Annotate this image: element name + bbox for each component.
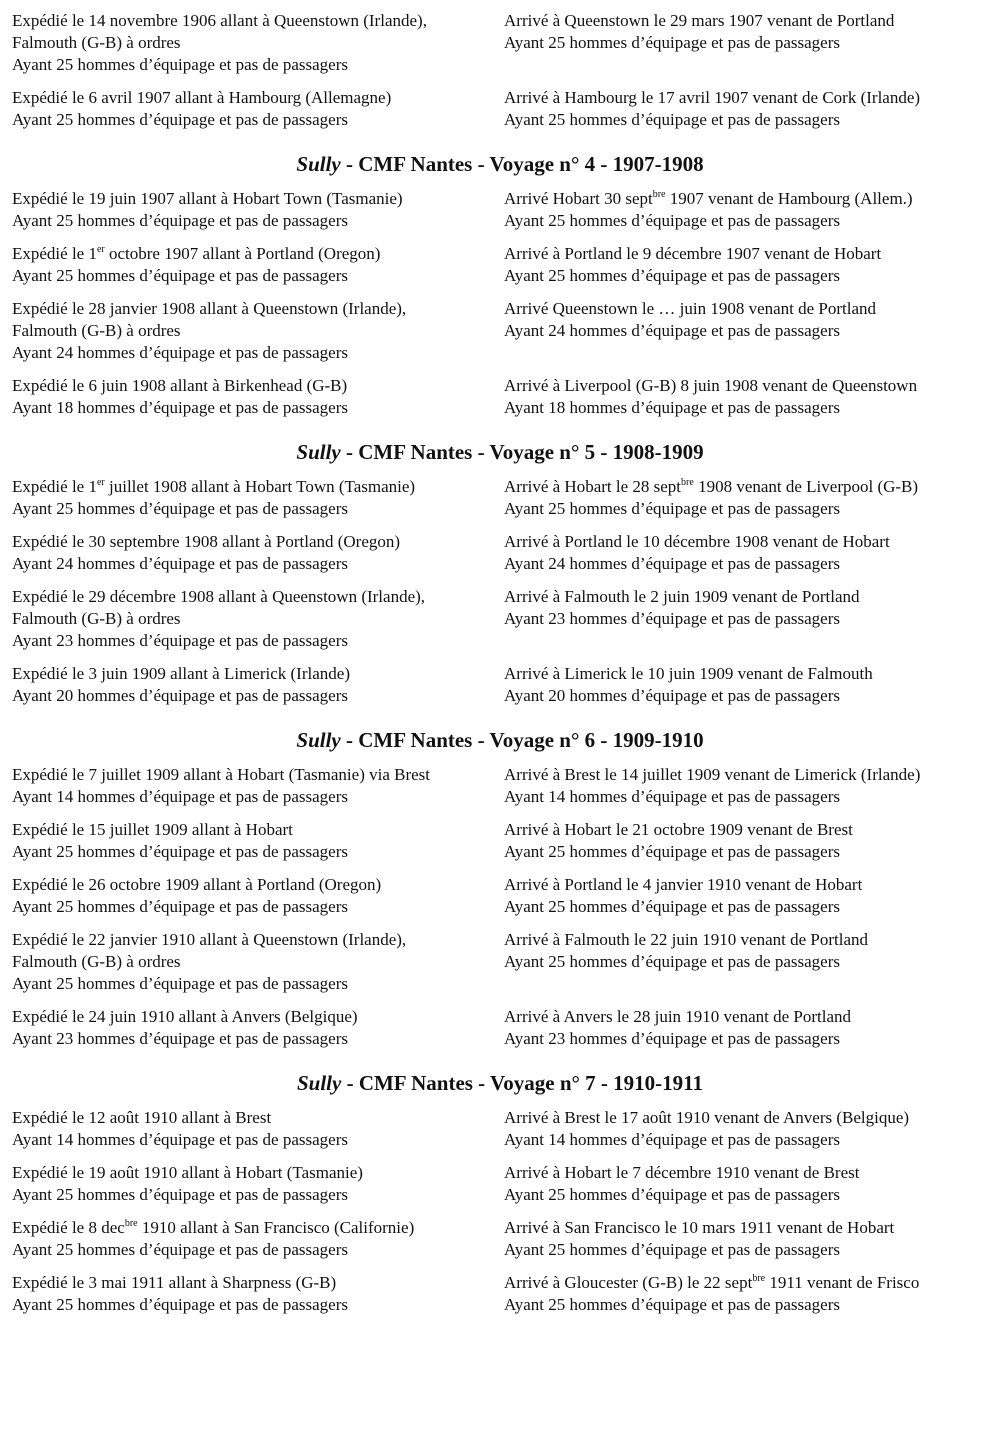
voyage-leg (12, 663, 992, 707)
departure-line: Expédié le 22 janvier 1910 allant à Queenstown (Irlande), (12, 930, 407, 949)
superscript-abbreviation: er (96, 477, 105, 488)
arrival-line: Ayant 24 hommes d’équipage et pas de passagers (504, 321, 840, 340)
departure-line: Ayant 24 hommes d’équipage et pas de passagers (12, 554, 348, 573)
departure-line: Expédié le 6 avril 1907 allant à Hambourg (Allemagne) (12, 88, 392, 107)
voyage-leg (12, 531, 992, 575)
departure-line: Ayant 25 hommes d’équipage et pas de passagers (12, 499, 348, 518)
departure-line: Ayant 24 hommes d’équipage et pas de passagers (12, 343, 348, 362)
departure-line: Expédié le 24 juin 1910 allant à Anvers (Belgique) (12, 1007, 358, 1026)
arrival-line: Ayant 18 hommes d’équipage et pas de passagers (504, 398, 840, 417)
departure-column (12, 1162, 504, 1206)
voyage-leg (12, 476, 992, 520)
arrival-column (504, 476, 992, 520)
arrival-line: Arrivé à Portland le 9 décembre 1907 venant de Hobart (504, 244, 882, 263)
departure-line: Ayant 25 hommes d’équipage et pas de passagers (12, 1240, 348, 1259)
voyage-title: - CMF Nantes - Voyage n° 4 - 1907-1908 (340, 152, 704, 176)
voyage-leg (12, 1272, 992, 1316)
departure-line: Expédié le 26 octobre 1909 allant à Portland (Oregon) (12, 875, 382, 894)
ship-name: Sully (296, 1071, 342, 1095)
arrival-line: Arrivé à Hobart le 21 octobre 1909 venant de Brest (504, 820, 853, 839)
arrival-line: Arrivé à Limerick le 10 juin 1909 venant de Falmouth (504, 664, 873, 683)
departure-line: Ayant 14 hommes d’équipage et pas de passagers (12, 1130, 348, 1149)
arrival-line: Ayant 14 hommes d’équipage et pas de passagers (504, 787, 840, 806)
departure-column (12, 663, 504, 707)
departure-column (12, 1217, 504, 1261)
arrival-line: Arrivé à Hambourg le 17 avril 1907 venant de Cork (Irlande) (504, 88, 921, 107)
departure-column (12, 375, 504, 419)
arrival-line: Ayant 25 hommes d’équipage et pas de passagers (504, 842, 840, 861)
departure-column (12, 1006, 504, 1050)
superscript-abbreviation: bre (752, 1273, 766, 1284)
arrival-column (504, 87, 992, 131)
arrival-column (504, 10, 992, 76)
departure-line: Expédié le 19 juin 1907 allant à Hobart Town (Tasmanie) (12, 189, 403, 208)
departure-line: Ayant 25 hommes d’équipage et pas de passagers (12, 974, 348, 993)
arrival-line: Arrivé à Anvers le 28 juin 1910 venant de Portland (504, 1007, 852, 1026)
departure-line: Ayant 25 hommes d’équipage et pas de passagers (12, 1295, 348, 1314)
departure-line: Ayant 25 hommes d’équipage et pas de passagers (12, 211, 348, 230)
voyage-leg (12, 298, 992, 364)
arrival-column (504, 298, 992, 364)
departure-line: Expédié le 6 juin 1908 allant à Birkenhead (G-B) (12, 376, 348, 395)
voyage-title: - CMF Nantes - Voyage n° 5 - 1908-1909 (340, 440, 704, 464)
departure-column (12, 586, 504, 652)
voyage-leg (12, 1107, 992, 1151)
departure-column (12, 531, 504, 575)
voyage-title: - CMF Nantes - Voyage n° 6 - 1909-1910 (340, 728, 704, 752)
voyage-heading (0, 438, 1000, 466)
departure-column (12, 243, 504, 287)
departure-line: Expédié le 8 dec$^{bre}$ 1910 allant à San Francisco (Californie) (12, 1218, 415, 1237)
arrival-line: Arrivé à Gloucester (G-B) le 22 sept$^{bre}$ 1911 venant de Frisco (504, 1273, 920, 1292)
departure-column (12, 929, 504, 995)
arrival-line: Ayant 14 hommes d’équipage et pas de passagers (504, 1130, 840, 1149)
voyage-title: - CMF Nantes - Voyage n° 7 - 1910-1911 (341, 1071, 704, 1095)
voyage-leg (12, 586, 992, 652)
voyage-leg (12, 1162, 992, 1206)
arrival-column (504, 1107, 992, 1151)
voyage-leg (12, 188, 992, 232)
departure-line: Ayant 25 hommes d’équipage et pas de passagers (12, 842, 348, 861)
voyage-heading (0, 150, 1000, 178)
departure-line: Falmouth (G-B) à ordres (12, 33, 181, 52)
arrival-line: Arrivé Queenstown le … juin 1908 venant de Portland (504, 299, 877, 318)
arrival-column (504, 874, 992, 918)
arrival-line: Arrivé à Queenstown le 29 mars 1907 venant de Portland (504, 11, 895, 30)
superscript-abbreviation: bre (652, 189, 666, 200)
departure-line: Expédié le 14 novembre 1906 allant à Queenstown (Irlande), (12, 11, 427, 30)
departure-line: Falmouth (G-B) à ordres (12, 952, 181, 971)
departure-column (12, 764, 504, 808)
ship-name: Sully (296, 440, 341, 464)
departure-line: Falmouth (G-B) à ordres (12, 321, 181, 340)
departure-column (12, 874, 504, 918)
arrival-column (504, 929, 992, 995)
departure-line: Expédié le 19 août 1910 allant à Hobart (Tasmanie) (12, 1163, 363, 1182)
voyage-heading (0, 726, 1000, 754)
arrival-line: Arrivé à Falmouth le 22 juin 1910 venant de Portland (504, 930, 869, 949)
departure-line: Ayant 18 hommes d’équipage et pas de passagers (12, 398, 348, 417)
arrival-line: Arrivé à Brest le 14 juillet 1909 venant de Limerick (Irlande) (504, 765, 921, 784)
arrival-line: Ayant 23 hommes d’équipage et pas de passagers (504, 609, 840, 628)
arrival-line: Ayant 25 hommes d’équipage et pas de passagers (504, 499, 840, 518)
arrival-column (504, 1217, 992, 1261)
voyage-section (12, 438, 992, 707)
voyage-leg (12, 819, 992, 863)
superscript-abbreviation: er (96, 244, 105, 255)
departure-line: Expédié le 12 août 1910 allant à Brest (12, 1108, 272, 1127)
departure-column (12, 476, 504, 520)
arrival-line: Ayant 23 hommes d’équipage et pas de passagers (504, 1029, 840, 1048)
arrival-column (504, 1006, 992, 1050)
departure-column (12, 188, 504, 232)
voyage-leg (12, 874, 992, 918)
arrival-column (504, 819, 992, 863)
voyage-section (12, 1069, 992, 1316)
arrival-line: Arrivé à Falmouth le 2 juin 1909 venant de Portland (504, 587, 860, 606)
departure-line: Expédié le 30 septembre 1908 allant à Portland (Oregon) (12, 532, 401, 551)
arrival-line: Ayant 20 hommes d’équipage et pas de passagers (504, 686, 840, 705)
voyage-leg (12, 764, 992, 808)
arrival-line: Ayant 24 hommes d’équipage et pas de passagers (504, 554, 840, 573)
voyage-heading (0, 1069, 1000, 1097)
arrival-column (504, 188, 992, 232)
arrival-line: Arrivé à San Francisco le 10 mars 1911 venant de Hobart (504, 1218, 895, 1237)
arrival-line: Arrivé à Portland le 4 janvier 1910 venant de Hobart (504, 875, 863, 894)
departure-line: Ayant 23 hommes d’équipage et pas de passagers (12, 631, 348, 650)
departure-line: Expédié le 7 juillet 1909 allant à Hobart (Tasmanie) via Brest (12, 765, 431, 784)
ship-name: Sully (296, 728, 341, 752)
departure-line: Expédié le 3 juin 1909 allant à Limerick (Irlande) (12, 664, 350, 683)
arrival-line: Ayant 25 hommes d’équipage et pas de passagers (504, 897, 840, 916)
departure-column (12, 10, 504, 76)
arrival-column (504, 375, 992, 419)
ship-name: Sully (296, 152, 341, 176)
arrival-line: Ayant 25 hommes d’équipage et pas de passagers (504, 1240, 840, 1259)
departure-line: Expédié le 28 janvier 1908 allant à Queenstown (Irlande), (12, 299, 407, 318)
arrival-column (504, 531, 992, 575)
arrival-column (504, 663, 992, 707)
voyage-section (12, 150, 992, 419)
arrival-column (504, 1162, 992, 1206)
voyage-section (12, 10, 992, 131)
departure-line: Expédié le 1er octobre 1907 allant à Portland (Oregon) (12, 244, 381, 263)
arrival-column (504, 243, 992, 287)
departure-line: Ayant 25 hommes d’équipage et pas de passagers (12, 266, 348, 285)
departure-line: Expédié le 29 décembre 1908 allant à Queenstown (Irlande), (12, 587, 426, 606)
arrival-line: Ayant 25 hommes d’équipage et pas de passagers (504, 266, 840, 285)
departure-line: Ayant 25 hommes d’équipage et pas de passagers (12, 1185, 348, 1204)
arrival-column (504, 1272, 992, 1316)
departure-column (12, 298, 504, 364)
voyage-document (12, 10, 992, 1316)
departure-line: Expédié le 3 mai 1911 allant à Sharpness (G-B) (12, 1273, 337, 1292)
arrival-line: Arrivé à Brest le 17 août 1910 venant de Anvers (Belgique) (504, 1108, 910, 1127)
departure-line: Ayant 25 hommes d’équipage et pas de passagers (12, 897, 348, 916)
voyage-leg (12, 1217, 992, 1261)
arrival-line: Ayant 25 hommes d’équipage et pas de passagers (504, 33, 840, 52)
departure-column (12, 1272, 504, 1316)
arrival-line: Ayant 25 hommes d’équipage et pas de passagers (504, 110, 840, 129)
voyage-section (12, 726, 992, 1050)
departure-column (12, 87, 504, 131)
departure-column (12, 1107, 504, 1151)
arrival-line: Arrivé à Hobart le 28 sept$^{bre}$ 1908 venant de Liverpool (G-B) (504, 477, 919, 496)
departure-line: Ayant 25 hommes d’équipage et pas de passagers (12, 55, 348, 74)
arrival-line: Arrivé Hobart 30 sept$^{bre}$ 1907 venant de Hambourg (Allem.) (504, 189, 913, 208)
voyage-leg (12, 10, 992, 76)
superscript-abbreviation: bre (124, 1218, 138, 1229)
departure-line: Ayant 23 hommes d’équipage et pas de passagers (12, 1029, 348, 1048)
arrival-line: Arrivé à Portland le 10 décembre 1908 venant de Hobart (504, 532, 890, 551)
departure-line: Ayant 25 hommes d’équipage et pas de passagers (12, 110, 348, 129)
departure-line: Expédié le 1er juillet 1908 allant à Hobart Town (Tasmanie) (12, 477, 416, 496)
arrival-line: Arrivé à Hobart le 7 décembre 1910 venant de Brest (504, 1163, 860, 1182)
superscript-abbreviation: bre (681, 477, 694, 488)
arrival-line: Ayant 25 hommes d’équipage et pas de passagers (504, 211, 840, 230)
voyage-leg (12, 87, 992, 131)
departure-line: Falmouth (G-B) à ordres (12, 609, 181, 628)
arrival-line: Ayant 25 hommes d’équipage et pas de passagers (504, 1295, 840, 1314)
arrival-column (504, 586, 992, 652)
departure-line: Ayant 14 hommes d’équipage et pas de passagers (12, 787, 348, 806)
arrival-column (504, 764, 992, 808)
departure-line: Expédié le 15 juillet 1909 allant à Hobart (12, 820, 293, 839)
departure-line: Ayant 20 hommes d’équipage et pas de passagers (12, 686, 348, 705)
arrival-line: Arrivé à Liverpool (G-B) 8 juin 1908 venant de Queenstown (504, 376, 918, 395)
voyage-leg (12, 1006, 992, 1050)
arrival-line: Ayant 25 hommes d’équipage et pas de passagers (504, 952, 840, 971)
departure-column (12, 819, 504, 863)
arrival-line: Ayant 25 hommes d’équipage et pas de passagers (504, 1185, 840, 1204)
voyage-leg (12, 243, 992, 287)
voyage-leg (12, 929, 992, 995)
voyage-leg (12, 375, 992, 419)
